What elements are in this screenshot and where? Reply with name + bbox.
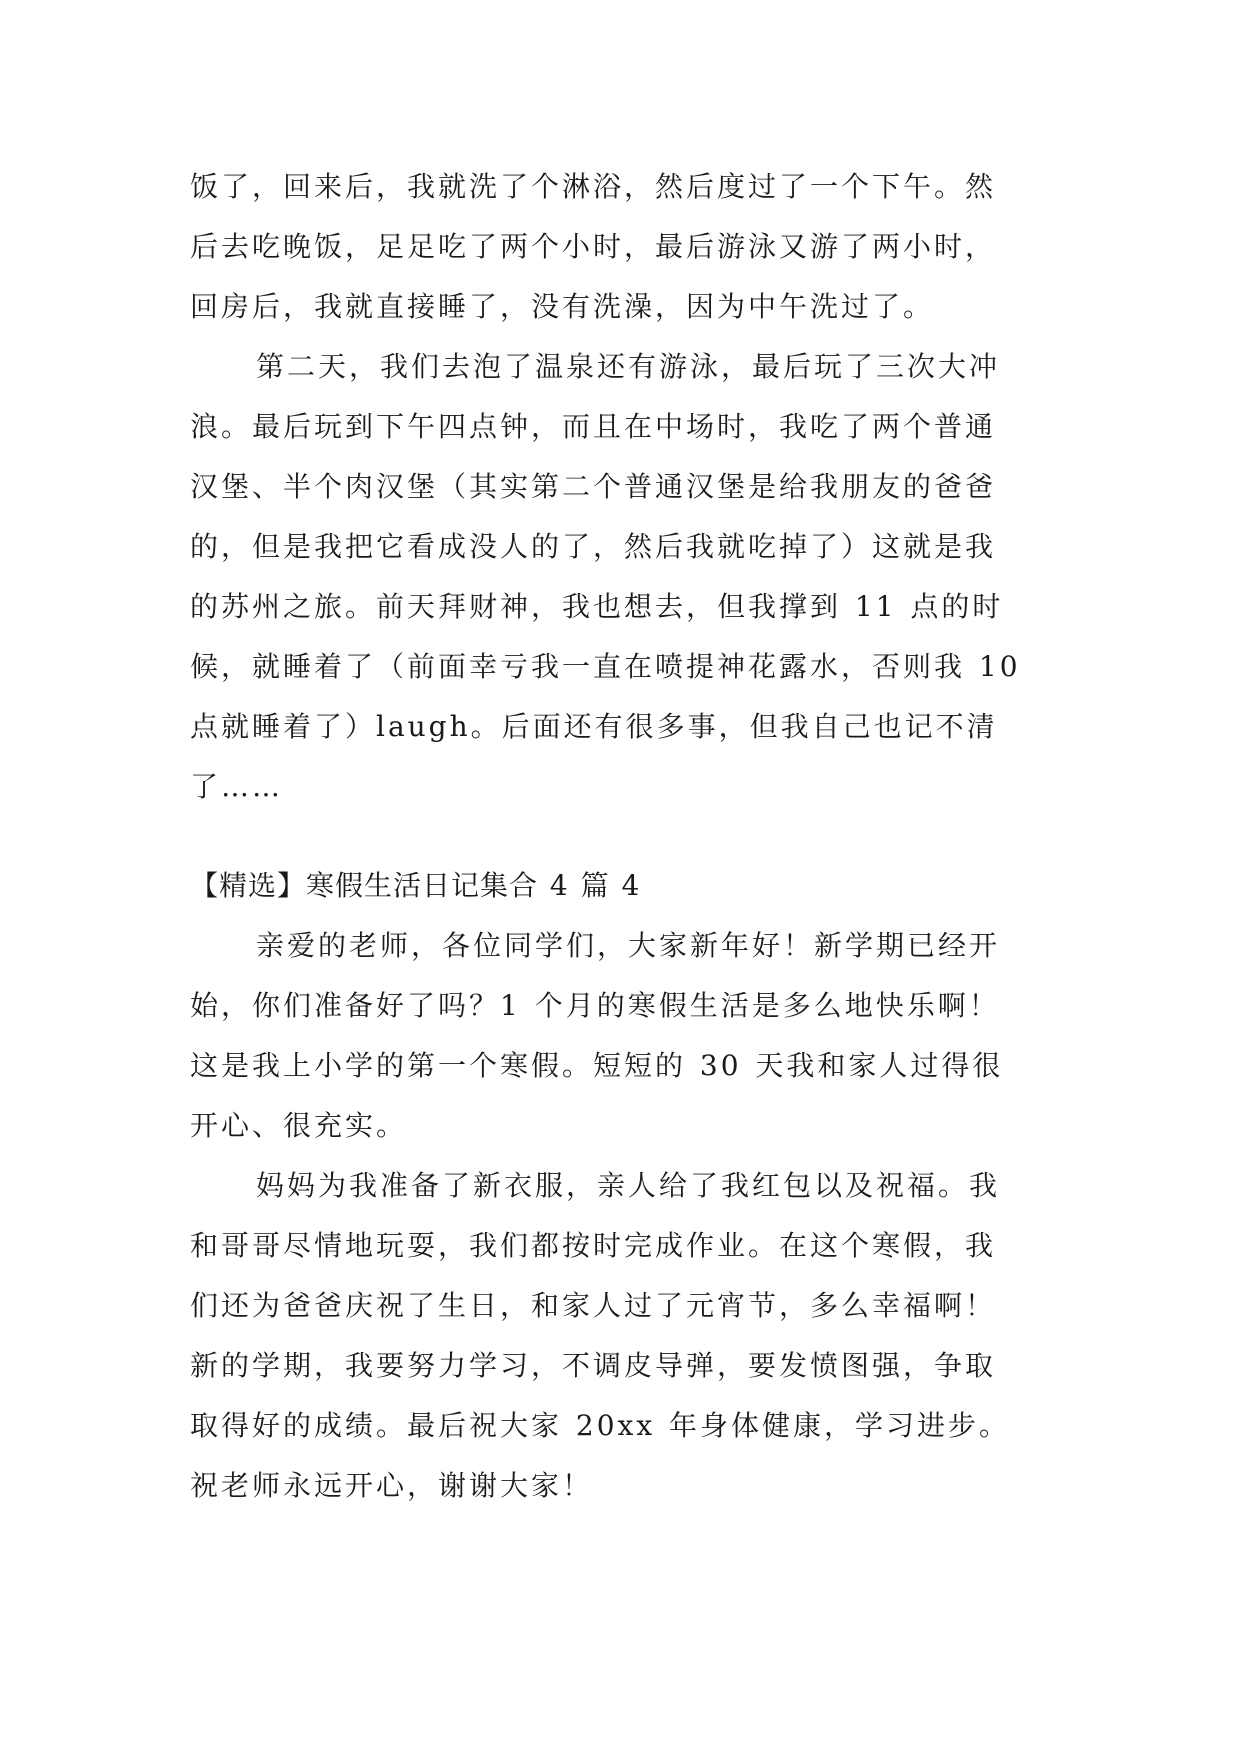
paragraph-line: 开心、很充实。 bbox=[190, 1109, 408, 1142]
paragraph-line: 的苏州之旅。前天拜财神，我也想去，但我撑到 11 点的时 bbox=[190, 590, 1004, 623]
paragraph-line: 取得好的成绩。最后祝大家 20xx 年身体健康，学习进步。 bbox=[190, 1409, 1011, 1442]
paragraph-line: 了…… bbox=[190, 770, 284, 803]
paragraph-line: 祝老师永远开心，谢谢大家！ bbox=[190, 1469, 594, 1502]
paragraph-line: 候，就睡着了（前面幸亏我一直在喷提神花露水，否则我 10 bbox=[190, 650, 1021, 683]
paragraph-line: 点就睡着了）laugh。后面还有很多事，但我自己也记不清 bbox=[190, 710, 998, 743]
paragraph-line: 的，但是我把它看成没人的了，然后我就吃掉了）这就是我 bbox=[190, 530, 997, 563]
paragraph-line: 后去吃晚饭，足足吃了两个小时，最后游泳又游了两小时， bbox=[190, 230, 997, 263]
paragraph-line: 第二天，我们去泡了温泉还有游泳，最后玩了三次大冲 bbox=[256, 350, 1001, 383]
paragraph-line: 饭了，回来后，我就洗了个淋浴，然后度过了一个下午。然 bbox=[190, 170, 997, 203]
paragraph-line: 们还为爸爸庆祝了生日，和家人过了元宵节，多么幸福啊！ bbox=[190, 1289, 997, 1322]
paragraph-line: 回房后，我就直接睡了，没有洗澡，因为中午洗过了。 bbox=[190, 290, 935, 323]
paragraph-line: 这是我上小学的第一个寒假。短短的 30 天我和家人过得很 bbox=[190, 1049, 1004, 1082]
paragraph-line: 亲爱的老师，各位同学们，大家新年好！新学期已经开 bbox=[256, 929, 1001, 962]
paragraph-line: 和哥哥尽情地玩耍，我们都按时完成作业。在这个寒假，我 bbox=[190, 1229, 997, 1262]
paragraph-line: 始，你们准备好了吗？1 个月的寒假生活是多么地快乐啊！ bbox=[190, 989, 1000, 1022]
paragraph-line: 浪。最后玩到下午四点钟，而且在中场时，我吃了两个普通 bbox=[190, 410, 997, 443]
article-2-heading: 【精选】寒假生活日记集合 4 篇 4 bbox=[190, 869, 641, 902]
paragraph-line: 新的学期，我要努力学习，不调皮导弹，要发愤图强，争取 bbox=[190, 1349, 997, 1382]
paragraph-line: 汉堡、半个肉汉堡（其实第二个普通汉堡是给我朋友的爸爸 bbox=[190, 470, 997, 503]
paragraph-line: 妈妈为我准备了新衣服，亲人给了我红包以及祝福。我 bbox=[256, 1169, 1001, 1202]
